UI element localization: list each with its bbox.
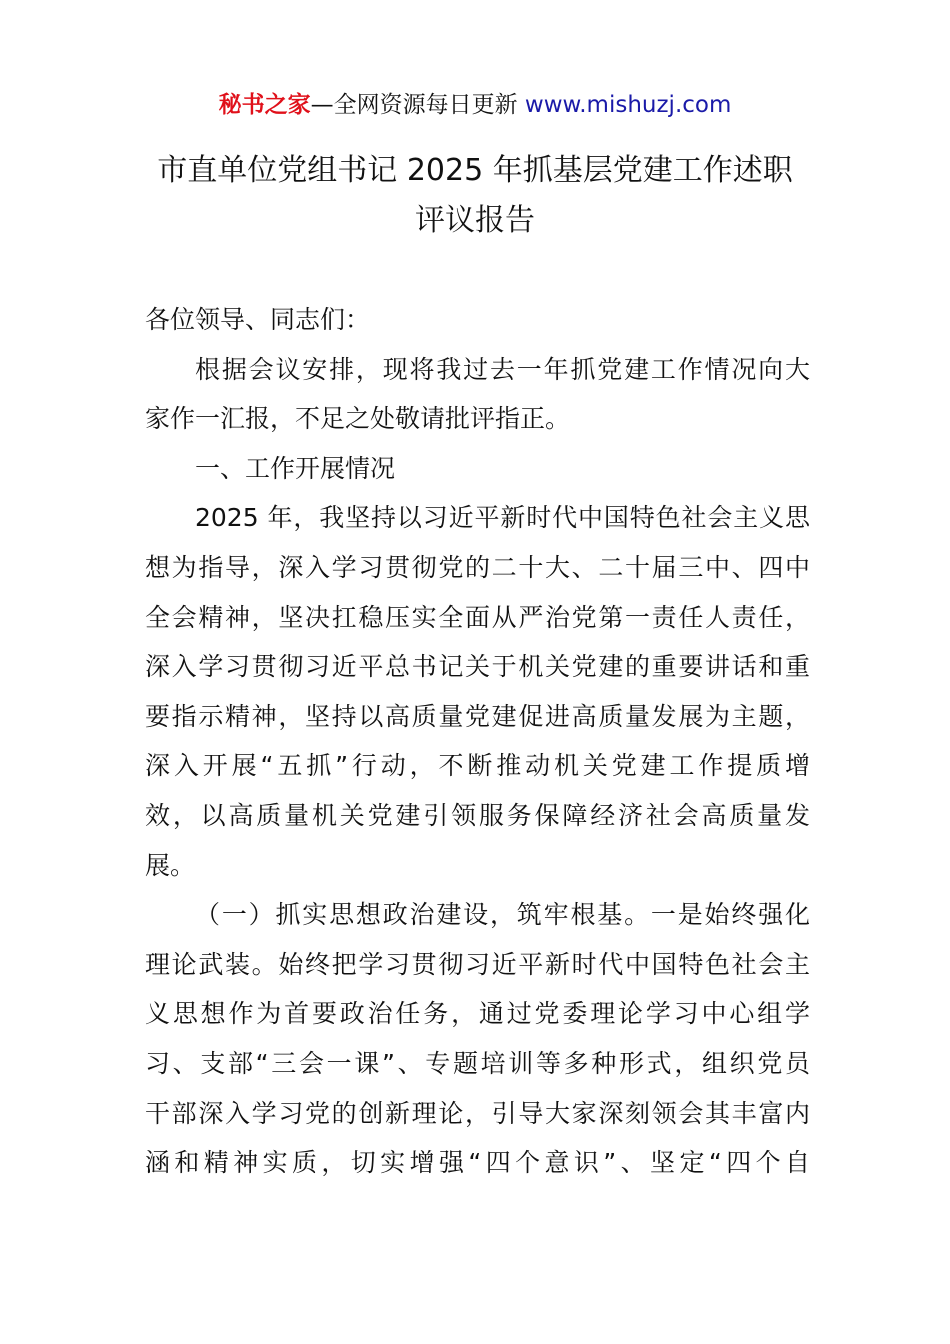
body-line: 家作一汇报，不足之处敬请批评指正。 xyxy=(145,404,571,434)
section-heading: 一、工作开展情况 xyxy=(195,453,396,483)
body-line: 干部深入学习党的创新理论，引导大家深刻领会其丰富内 xyxy=(145,1098,810,1128)
brand-name: 秘书之家 xyxy=(218,92,311,118)
body-line: 涵和精神实质，切实增强“四个意识”、坚定“四个自 xyxy=(145,1148,810,1178)
document-title xyxy=(120,146,830,246)
body-line: 全会精神，坚决扛稳压实全面从严治党第一责任人责任， xyxy=(145,602,810,632)
site-header xyxy=(0,88,950,122)
salutation: 各位领导、同志们： xyxy=(145,305,371,334)
body-line: 要指示精神，坚持以高质量党建促进高质量发展为主题， xyxy=(145,701,810,731)
body-line: 理论武装。始终把学习贯彻习近平新时代中国特色社会主 xyxy=(145,949,810,979)
site-url-link[interactable]: www.mishuzj.com xyxy=(524,92,732,118)
title-line-2: 评议报告 xyxy=(415,203,535,238)
document-body xyxy=(145,295,810,1188)
body-line: 展。 xyxy=(145,850,196,880)
subsection-heading: （一）抓实思想政治建设，筑牢根基。一是始终强化 xyxy=(195,900,810,930)
body-line: 习、支部“三会一课”、专题培训等多种形式，组织党员 xyxy=(145,1048,810,1078)
body-line: 效，以高质量机关党建引领服务保障经济社会高质量发 xyxy=(145,800,810,830)
header-slogan: —全网资源每日更新 xyxy=(310,92,525,118)
body-line: 2025 年，我坚持以习近平新时代中国特色社会主义思 xyxy=(195,503,810,533)
body-line: 深入学习贯彻习近平总书记关于机关党建的重要讲话和重 xyxy=(145,652,810,682)
body-line: 想为指导，深入学习贯彻党的二十大、二十届三中、四中 xyxy=(145,552,810,582)
body-line: 根据会议安排，现将我过去一年抓党建工作情况向大 xyxy=(195,354,810,384)
body-line: 义思想作为首要政治任务，通过党委理论学习中心组学 xyxy=(145,999,810,1029)
title-line-1: 市直单位党组书记 2025 年抓基层党建工作述职 xyxy=(157,153,793,188)
body-line: 深入开展“五抓”行动，不断推动机关党建工作提质增 xyxy=(145,751,810,781)
